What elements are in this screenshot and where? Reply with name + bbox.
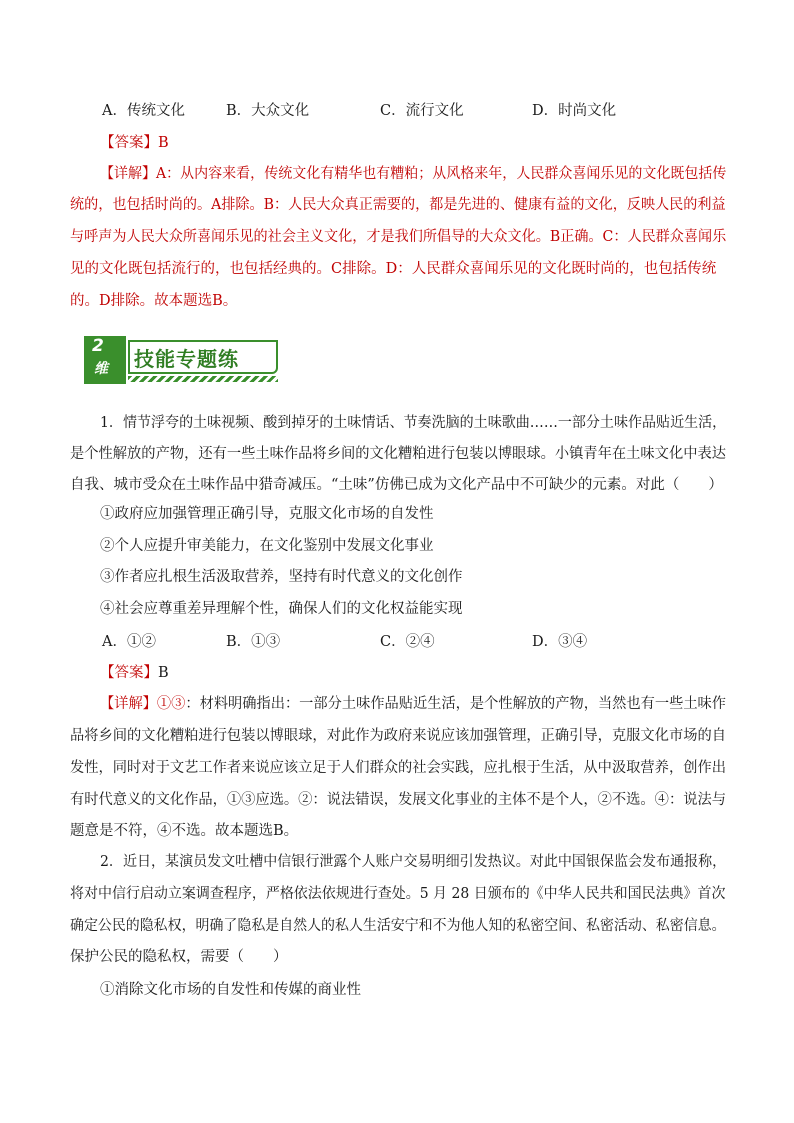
answer-value: B bbox=[158, 665, 169, 681]
prev-detail-line-4: 见的文化既包括流行的，也包括经典的。C排除。D：人民群众喜闻乐见的文化既时尚的，也包括传统 bbox=[70, 261, 717, 277]
section-banner bbox=[84, 336, 280, 384]
option-b: B．大众文化 bbox=[226, 103, 310, 119]
option-d: D．③④ bbox=[532, 634, 588, 650]
detail-text: ：材料明确指出：一部分土味作品贴近生活，是个性解放的产物，当然也有一些土味作 bbox=[185, 696, 727, 712]
q2-stem-line-1: 2．近日，某演员发文吐槽中信银行泄露个人账户交易明细引发热议。对此中国银保监会发布通报称， bbox=[100, 854, 727, 870]
q1-answer bbox=[100, 663, 169, 683]
q1-item-1: ①政府应加强管理正确引导，克服文化市场的自发性 bbox=[100, 506, 434, 522]
q1-stem-line-2: 是个性解放的产物，还有一些土味作品将乡间的文化糟粕进行包装以博眼球。小镇青年在土味文化中表达 bbox=[70, 446, 726, 462]
q1-detail-line-4: 有时代意义的文化作品，①③应选。②：说法错误，发展文化事业的主体不是个人，②不选。④：说法与 bbox=[70, 792, 726, 808]
q1-item-2: ②个人应提升审美能力，在文化鉴别中发展文化事业 bbox=[100, 538, 434, 554]
option-a: A．传统文化 bbox=[102, 103, 185, 119]
q2-stem-line-4: 保护公民的隐私权，需要（ ） bbox=[70, 949, 288, 965]
answer-value: B bbox=[158, 135, 169, 151]
q2-item-1: ①消除文化市场的自发性和传媒的商业性 bbox=[100, 982, 361, 998]
prev-detail-line-2: 统的，也包括时尚的。A排除。B：人民大众真正需要的，都是先进的、健康有益的文化，反映人民的利益 bbox=[70, 197, 726, 213]
detail-text: A：从内容来看，传统文化有精华也有糟粕；从风格来年，人民群众喜闻乐见的文化既包括传 bbox=[156, 166, 727, 182]
detail-label: 【详解】 bbox=[100, 166, 157, 182]
q2-stem-line-2: 将对中信行启动立案调查程序，严格依法依规进行查处。5 月 28 日颁布的《中华人民共和国民法典》首次 bbox=[70, 886, 726, 902]
section-number: 2 bbox=[92, 336, 104, 356]
q1-options bbox=[102, 632, 702, 652]
prev-detail-line-5: 的。D排除。故本题选B。 bbox=[70, 293, 238, 309]
q2-stem-line-3: 确定公民的隐私权，明确了隐私是自然人的私人生活安宁和不为他人知的私密空间、私密活动、私密信息。 bbox=[70, 918, 726, 934]
q1-detail-line-1 bbox=[100, 694, 726, 714]
prev-detail-line-1 bbox=[100, 164, 726, 184]
option-b: B．①③ bbox=[226, 634, 281, 650]
q1-stem-line-1: 1．情节浮夸的土味视频、酸到掉牙的土味情话、节奏洗脑的土味歌曲……一部分土味作品贴近生活， bbox=[100, 415, 727, 431]
section-wei: 维 bbox=[94, 361, 108, 377]
q1-stem-line-3: 自我、城市受众在土味作品中猎奇减压。“土味”仿佛已成为文化产品中不可缺少的元素。对此（ ） bbox=[70, 477, 723, 493]
q1-detail-line-5: 题意是不符，④不选。故本题选B。 bbox=[70, 823, 299, 839]
section-title-box bbox=[128, 340, 278, 374]
prev-answer bbox=[100, 133, 169, 153]
option-c: C．②④ bbox=[380, 634, 435, 650]
q1-detail-line-2: 品将乡间的文化糟粕进行包装以博眼球，对此作为政府来说应该加强管理，正确引导，克服文化市场的自 bbox=[70, 728, 726, 744]
q1-item-4: ④社会应尊重差异理解个性，确保人们的文化权益能实现 bbox=[100, 601, 463, 617]
section-stripe bbox=[128, 376, 278, 382]
answer-label: 【答案】 bbox=[100, 135, 158, 151]
option-d: D．时尚文化 bbox=[532, 103, 617, 119]
option-c: C．流行文化 bbox=[380, 103, 464, 119]
q1-item-3: ③作者应扎根生活汲取营养，坚持有时代意义的文化创作 bbox=[100, 569, 463, 585]
q1-detail-line-3: 发性，同时对于文艺工作者来说应该立足于人们群众的社会实践，应扎根于生活，从中汲取营养，创作出 bbox=[70, 760, 726, 776]
section-number-box bbox=[84, 336, 126, 384]
detail-red-start: ①③ bbox=[156, 696, 186, 712]
prev-question-options bbox=[102, 101, 702, 121]
answer-label: 【答案】 bbox=[100, 665, 158, 681]
section-title: 技能专题练 bbox=[134, 347, 239, 371]
prev-detail-line-3: 与呼声为人民大众所喜闻乐见的社会主义文化，才是我们所倡导的大众文化。B正确。C：人民群众喜闻乐 bbox=[70, 229, 727, 245]
option-a: A．①② bbox=[102, 634, 156, 650]
detail-label: 【详解】 bbox=[100, 696, 157, 712]
